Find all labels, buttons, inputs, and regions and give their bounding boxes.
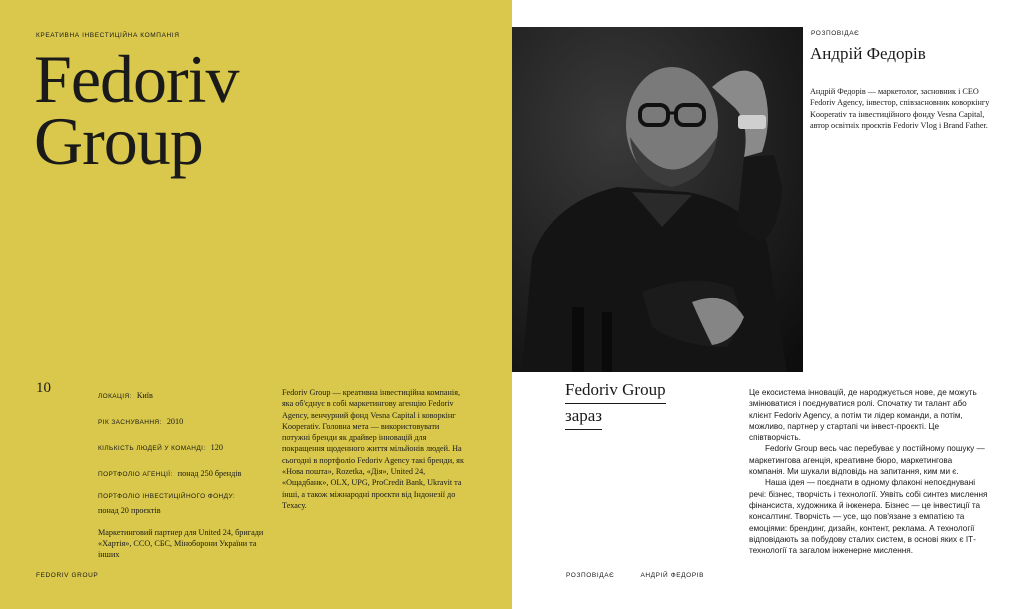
fact-value: 120 xyxy=(210,443,223,452)
page-title xyxy=(34,41,239,179)
title-line-1: Fedoriv xyxy=(34,41,239,117)
fact-value: понад 20 проєктів xyxy=(98,506,161,515)
section-title-line-1: Fedoriv Group xyxy=(565,378,666,404)
portrait-photo xyxy=(512,27,803,372)
fact-value: 2010 xyxy=(166,417,184,426)
fact-label: ЛОКАЦІЯ: xyxy=(98,393,132,400)
page-number: 10 xyxy=(36,380,51,396)
narrator-label: РОЗПОВІДАЄ xyxy=(811,30,860,37)
title-line-2: Group xyxy=(34,103,203,179)
narrator-name: Андрій Федорів xyxy=(810,44,926,63)
left-footer: FEDORIV GROUP xyxy=(36,572,99,579)
body-paragraph: Це екосистема інновацій, де народжується нове, де можуть змінюватися і поєднуватися ролі. Спочатку ти талант або клієнт Fedoriv Agency, а потім ти лідер команди, а потім, можливо, партнер у стартапі чи інвест-проєкті. Це співтворчість. xyxy=(749,388,977,443)
fact-founded xyxy=(98,413,268,428)
narrator-bio: Андрій Федорів — маркетолог, засновник і CEO Fedoriv Agency, інвестор, співзасновник коворкінгу Kooperativ та інвестиційного фонду Vesna Capital, автор освітніх проєктів Fedoriv Vlog і Brand Father. xyxy=(810,87,990,130)
fact-label: КІЛЬКІСТЬ ЛЮДЕЙ У КОМАНДІ: xyxy=(98,445,206,452)
body-paragraph: Fedoriv Group весь час перебуває у постійному пошуку — маркетингова агенція, креативне бюро, маркетингова компанія. Ми шукали відповідь на запитання, ким ми є. xyxy=(749,444,985,477)
right-page xyxy=(512,0,1024,609)
body-copy xyxy=(749,387,989,556)
fact-label: ПОРТФОЛІО АГЕНЦІЇ: xyxy=(98,471,173,478)
intro-paragraph: Fedoriv Group — креативна інвестиційна компанія, яка об'єднує в собі маркетингову агенцію Fedoriv Agency, венчурний фонд Vesna Capital і коворкінг Kooperativ. Головна мета — використовувати потужні бренди як драйвер інновацій для покращення щоденного життя мільйонів людей. На сьогодні в портфоліо Fedoriv Agency такі бренди, як «Нова пошта», Rozetka, «Дія», United 24, «Ощадбанк», OLX, UPG, ProCredit Bank, Ukravit та інші, а також міжнародні проєкти від Індонезії до Техасу. xyxy=(282,388,464,510)
footer-narrator-label: РОЗПОВІДАЄ xyxy=(566,572,615,579)
body-paragraph: Наша ідея — поєднати в одному флаконі непоєднувані речі: бізнес, творчість і технології. Уявіть собі синтез мислення фінансиста, художника й інженера. Бізнес — це інвестиції та консалтинг. Творчість — усе, що пов'язане з емпатією та емоціями: брендинг, дизайн, контент, реклама. А технології відповідають за побудову сталих систем, в основі яких є ІТ-технології та загалом інженерне мислення. xyxy=(749,478,988,556)
kicker: КРЕАТИВНА ІНВЕСТИЦІЙНА КОМПАНІЯ xyxy=(36,32,180,39)
footer-narrator-name: АНДРІЙ ФЕДОРІВ xyxy=(640,572,705,579)
right-footer xyxy=(566,572,730,579)
fact-team xyxy=(98,439,268,454)
partner-note: Маркетинговий партнер для United 24, бригади «Хартія», ССО, СБС, Міноборони України та інших xyxy=(98,528,264,560)
facts-list xyxy=(98,387,268,561)
section-title-line-2: зараз xyxy=(565,404,602,430)
fact-fund xyxy=(98,491,268,516)
fact-value: Київ xyxy=(136,391,153,400)
fact-value: понад 250 брендів xyxy=(177,469,242,478)
fact-agency xyxy=(98,465,268,480)
portrait-illustration xyxy=(512,27,803,372)
section-title xyxy=(565,378,705,430)
fact-location xyxy=(98,387,268,402)
fact-label: ПОРТФОЛІО ІНВЕСТИЦІЙНОГО ФОНДУ: xyxy=(98,493,236,500)
fact-label: РІК ЗАСНУВАННЯ: xyxy=(98,419,162,426)
